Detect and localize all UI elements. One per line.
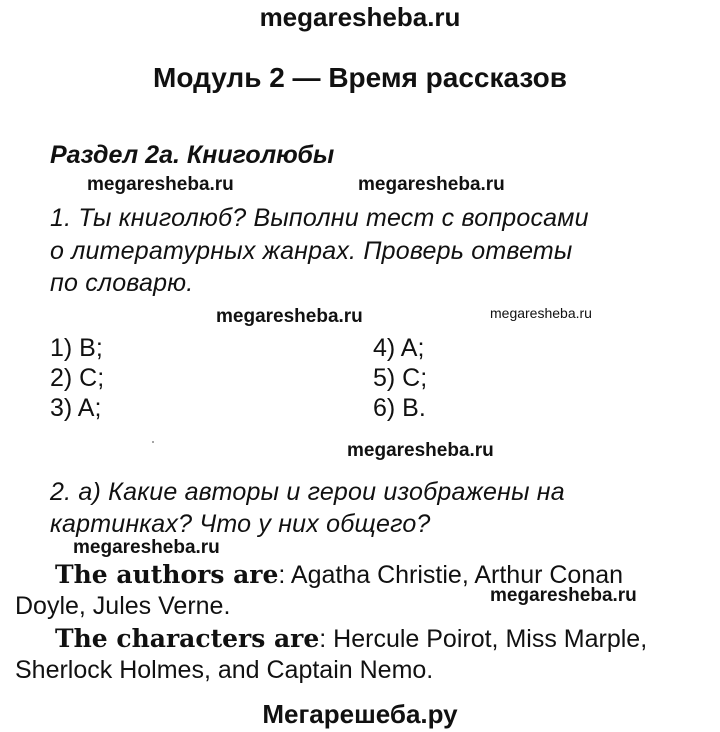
- watermark-top: megaresheba.ru: [259, 2, 461, 32]
- characters-label: The characters are: [55, 624, 320, 653]
- watermark-mid-4: megaresheba.ru: [347, 440, 494, 461]
- answer-3: 3) A;: [50, 394, 102, 422]
- characters-text-1: : Hercule Poirot, Miss Marple,: [319, 625, 648, 653]
- answer-2: 2) C;: [50, 364, 105, 392]
- characters-line-1: [55, 624, 647, 654]
- task1-line-3: по словарю.: [50, 269, 194, 297]
- watermark-mid-1: megaresheba.ru: [87, 174, 234, 195]
- answer-4: 4) A;: [373, 334, 425, 362]
- watermark-mid-5: megaresheba.ru: [73, 537, 220, 558]
- authors-label: The authors are: [55, 560, 279, 589]
- watermark-mid-3: megaresheba.ru: [216, 306, 363, 327]
- watermark-bottom: Мегарешеба.ру: [262, 699, 458, 729]
- answer-5: 5) C;: [373, 364, 428, 392]
- task1-line-1: 1. Ты книголюб? Выполни тест с вопросами: [50, 204, 589, 232]
- scan-speck: [152, 441, 154, 443]
- task2-line-1: 2. a) Какие авторы и герои изображены на: [50, 478, 565, 506]
- task2-line-2: картинках? Что у них общего?: [50, 510, 431, 538]
- section-title: Раздел 2a. Книголюбы: [50, 141, 335, 169]
- answer-6: 6) B.: [373, 394, 426, 422]
- module-title: Модуль 2 — Время рассказов: [153, 62, 567, 93]
- authors-text-1: : Agatha Christie, Arthur Conan: [278, 561, 624, 589]
- watermark-small-1: megaresheba.ru: [490, 305, 592, 321]
- watermark-mid-6: megaresheba.ru: [490, 585, 637, 606]
- task1-line-2: о литературных жанрах. Проверь ответы: [50, 237, 573, 265]
- answer-1: 1) B;: [50, 334, 103, 362]
- watermark-mid-2: megaresheba.ru: [358, 174, 505, 195]
- characters-line-2: Sherlock Holmes, and Captain Nemo.: [15, 656, 434, 684]
- authors-line-2: Doyle, Jules Verne.: [15, 592, 231, 620]
